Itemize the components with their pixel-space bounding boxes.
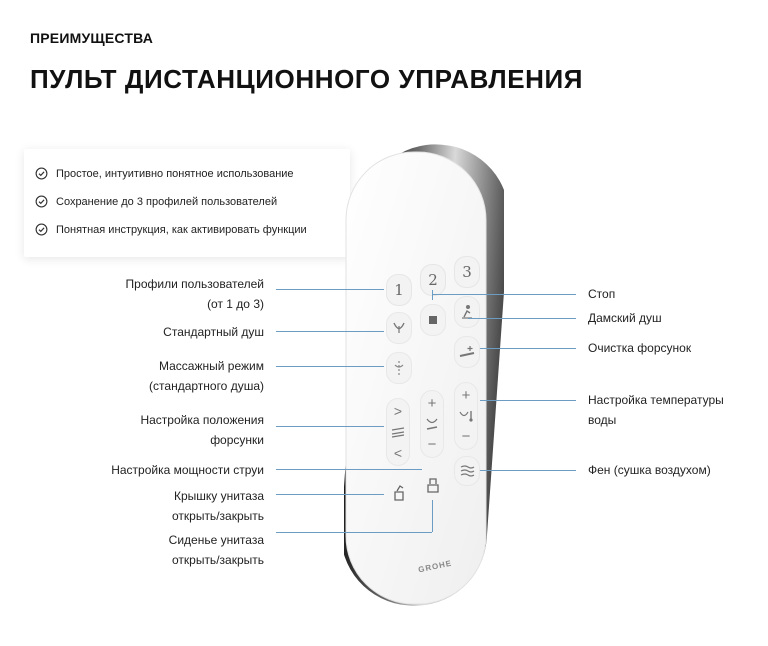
callout-nozzle-position: Настройка положения форсунки xyxy=(140,413,264,447)
jet-strength-icon xyxy=(424,417,440,431)
air-dryer-button[interactable] xyxy=(454,456,480,486)
minus-icon[interactable]: − xyxy=(427,436,437,453)
minus-icon[interactable]: − xyxy=(461,428,471,445)
leader-line xyxy=(276,426,384,427)
leader-line xyxy=(468,318,576,319)
leader-line xyxy=(432,294,576,295)
callout-seat-toggle: Сиденье унитаза открыть/закрыть xyxy=(168,533,264,567)
leader-line xyxy=(276,469,422,470)
section-eyebrow: ПРЕИМУЩЕСТВА xyxy=(30,30,154,46)
nozzle-position-icon xyxy=(390,426,406,438)
nozzle-cleaning-button[interactable] xyxy=(454,336,480,368)
leader-line xyxy=(432,290,433,300)
jet-strength-control[interactable] xyxy=(420,390,444,458)
leader-line xyxy=(276,366,384,367)
seat-toggle-button[interactable] xyxy=(420,470,446,500)
stop-square-icon xyxy=(428,315,438,325)
leader-line xyxy=(480,400,576,401)
profile-3-button[interactable]: 3 xyxy=(454,256,480,288)
leader-line xyxy=(432,500,433,532)
callout-lid-toggle: Крышку унитаза открыть/закрыть xyxy=(171,489,264,523)
stop-button[interactable] xyxy=(420,304,446,336)
leader-line xyxy=(480,470,576,471)
check-circle-icon xyxy=(35,195,48,208)
benefit-item xyxy=(35,223,307,236)
callout-nozzle-cleaning: Очистка форсунок xyxy=(588,341,692,355)
plus-icon[interactable]: + xyxy=(461,387,471,404)
page-title: ПУЛЬТ ДИСТАНЦИОННОГО УПРАВЛЕНИЯ xyxy=(30,64,584,94)
remote-control-illustration xyxy=(344,140,504,610)
nozzle-position-control[interactable] xyxy=(386,398,410,466)
callout-standard-shower: Стандартный душ xyxy=(163,325,264,339)
callout-user-profiles: Профили пользователей (от 1 до 3) xyxy=(125,277,264,311)
benefit-text: Сохранение до 3 профилей пользователей xyxy=(56,195,278,208)
leader-line xyxy=(276,289,384,290)
benefits-card xyxy=(24,149,350,257)
leader-line xyxy=(480,348,576,349)
benefit-item xyxy=(35,167,294,180)
shower-icon xyxy=(391,320,407,336)
massage-icon xyxy=(392,359,406,377)
chevron-right-icon[interactable]: > xyxy=(393,403,403,419)
air-dryer-icon xyxy=(459,464,475,478)
callout-air-dryer: Фен (сушка воздухом) xyxy=(588,463,711,477)
benefit-text: Простое, интуитивно понятное использование xyxy=(56,167,294,180)
plus-icon[interactable]: + xyxy=(427,395,437,412)
thermometer-shower-icon xyxy=(458,409,474,423)
check-circle-icon xyxy=(35,223,48,236)
lid-toggle-button[interactable] xyxy=(386,478,412,508)
lady-shower-button[interactable] xyxy=(454,296,480,328)
massage-mode-button[interactable] xyxy=(386,352,412,384)
water-temperature-control[interactable] xyxy=(454,382,478,450)
standard-shower-button[interactable] xyxy=(386,312,412,344)
profile-2-button[interactable]: 2 xyxy=(420,264,446,296)
toilet-seat-icon xyxy=(425,476,441,494)
chevron-left-icon[interactable]: < xyxy=(393,445,403,461)
nozzle-clean-icon xyxy=(458,344,476,360)
benefit-item xyxy=(35,195,277,208)
toilet-lid-icon xyxy=(391,484,407,502)
brand-logo: GROHE xyxy=(417,558,453,575)
callout-lady-shower: Дамский душ xyxy=(588,311,662,325)
leader-line xyxy=(276,494,384,495)
callout-massage-mode: Массажный режим (стандартного душа) xyxy=(149,359,264,393)
profile-1-button[interactable]: 1 xyxy=(386,274,412,306)
benefit-text: Понятная инструкция, как активировать функции xyxy=(56,223,307,236)
leader-line xyxy=(276,331,384,332)
check-circle-icon xyxy=(35,167,48,180)
callout-water-temperature: Настройка температуры воды xyxy=(588,393,724,427)
callout-stop: Стоп xyxy=(588,287,616,301)
leader-line xyxy=(276,532,432,533)
callout-jet-strength: Настройка мощности струи xyxy=(111,463,264,477)
